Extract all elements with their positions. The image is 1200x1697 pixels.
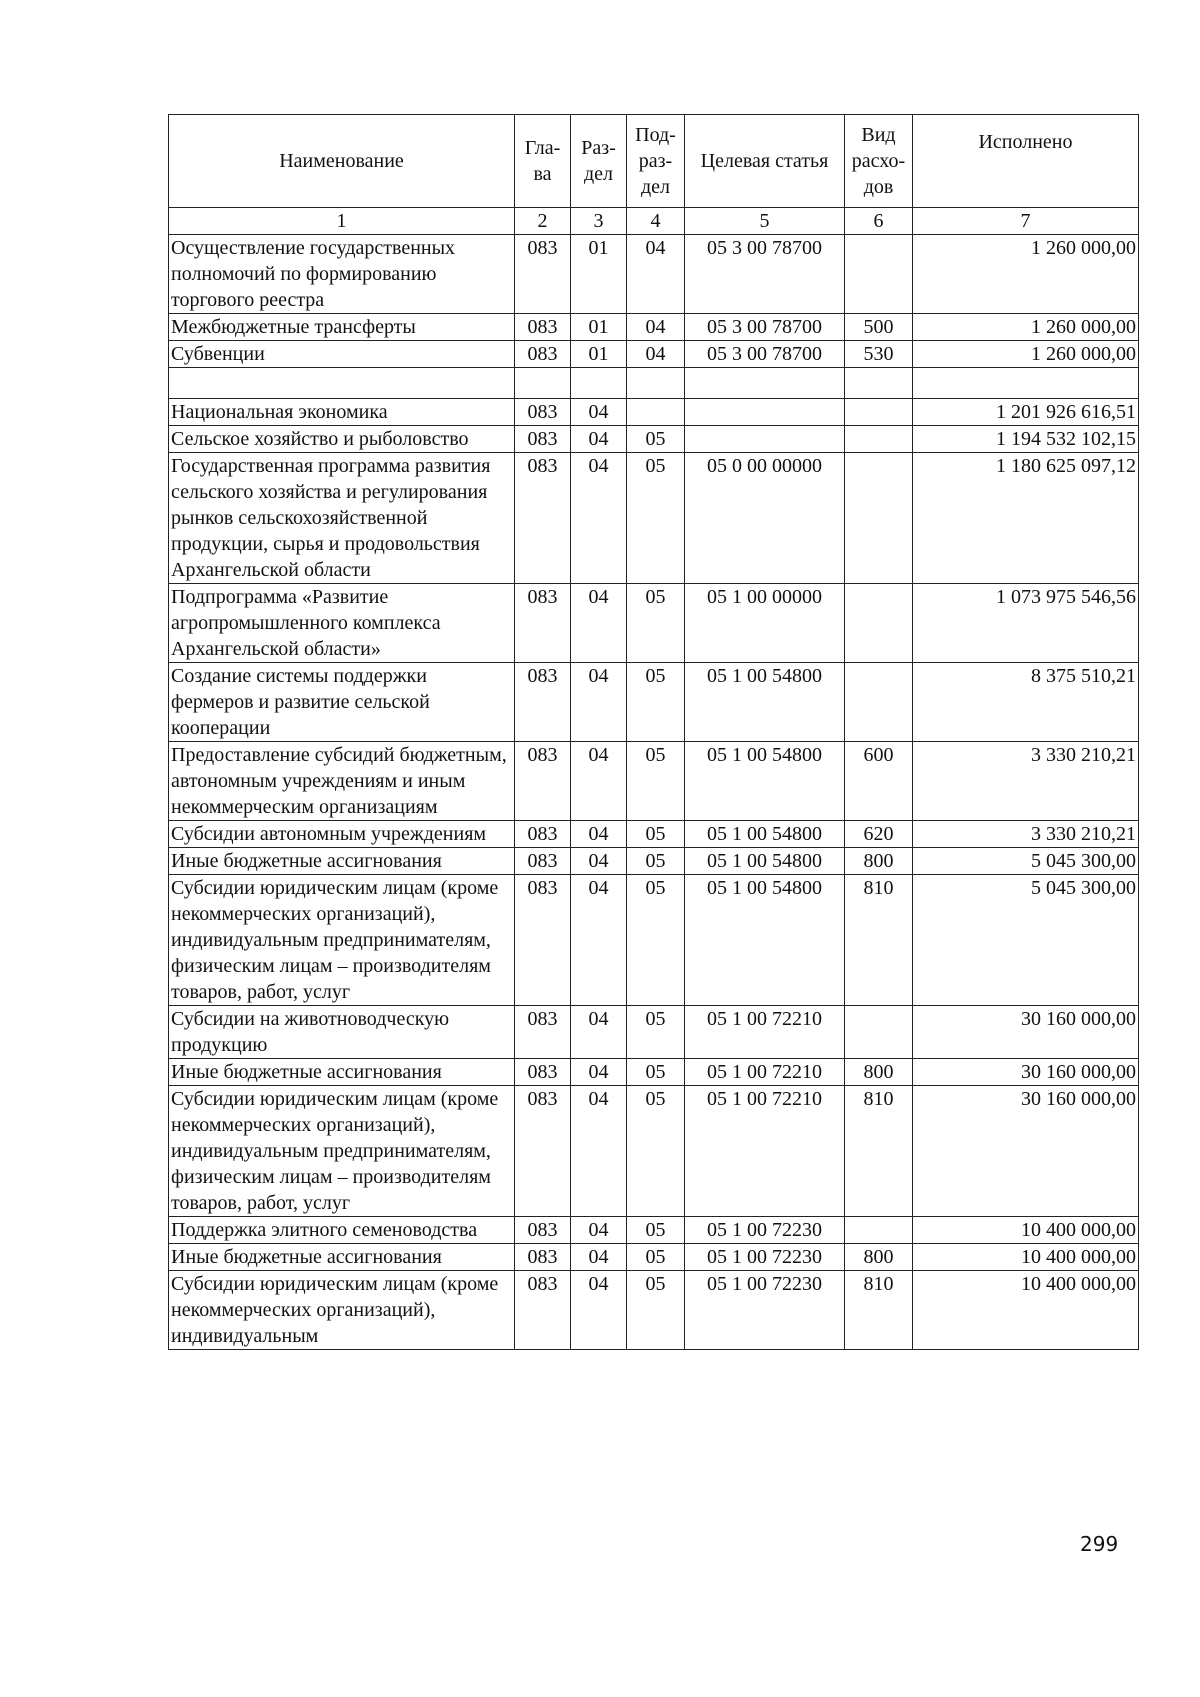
cell-ispolneno: 1 194 532 102,15 — [913, 426, 1139, 453]
table-row — [169, 875, 1139, 1006]
cell-statya — [685, 399, 845, 426]
table-row — [169, 1059, 1139, 1086]
cell-podrazdel: 05 — [627, 1271, 685, 1350]
cell-glava: 083 — [515, 1086, 571, 1217]
cell-podrazdel — [627, 368, 685, 399]
cell-vid — [845, 1006, 913, 1059]
cell-ispolneno: 1 180 625 097,12 — [913, 453, 1139, 584]
cell-vid: 810 — [845, 1086, 913, 1217]
cell-ispolneno: 1 260 000,00 — [913, 341, 1139, 368]
cell-razdel: 04 — [571, 1086, 627, 1217]
table-row — [169, 314, 1139, 341]
cell-podrazdel: 05 — [627, 1217, 685, 1244]
cell-razdel: 04 — [571, 584, 627, 663]
cell-statya: 05 3 00 78700 — [685, 235, 845, 314]
cell-podrazdel: 04 — [627, 341, 685, 368]
cell-vid: 810 — [845, 875, 913, 1006]
cell-podrazdel: 05 — [627, 1244, 685, 1271]
cell-ispolneno: 1 073 975 546,56 — [913, 584, 1139, 663]
column-number: 6 — [845, 208, 913, 235]
cell-vid: 810 — [845, 1271, 913, 1350]
cell-razdel: 01 — [571, 235, 627, 314]
table-row — [169, 453, 1139, 584]
table-row — [169, 821, 1139, 848]
header-name: Наименование — [169, 115, 515, 208]
cell-name: Предоставление субсидий бюджетным, автономным учреждениям и иным некоммерческим организациям — [169, 742, 515, 821]
cell-glava: 083 — [515, 1244, 571, 1271]
table-body — [169, 235, 1139, 1350]
cell-vid — [845, 426, 913, 453]
column-number: 7 — [913, 208, 1139, 235]
cell-glava: 083 — [515, 453, 571, 584]
cell-name: Иные бюджетные ассигнования — [169, 1244, 515, 1271]
cell-vid: 530 — [845, 341, 913, 368]
cell-statya: 05 1 00 54800 — [685, 663, 845, 742]
cell-vid — [845, 368, 913, 399]
header-vid: Вид расхо-дов — [845, 115, 913, 208]
column-number: 5 — [685, 208, 845, 235]
cell-glava: 083 — [515, 1006, 571, 1059]
cell-ispolneno: 10 400 000,00 — [913, 1271, 1139, 1350]
cell-statya — [685, 368, 845, 399]
column-number: 2 — [515, 208, 571, 235]
cell-glava: 083 — [515, 663, 571, 742]
cell-name: Осуществление государственных полномочий по формированию торгового реестра — [169, 235, 515, 314]
cell-vid: 500 — [845, 314, 913, 341]
table-row — [169, 848, 1139, 875]
cell-glava: 083 — [515, 875, 571, 1006]
cell-podrazdel: 05 — [627, 1086, 685, 1217]
cell-statya: 05 1 00 54800 — [685, 821, 845, 848]
column-number: 4 — [627, 208, 685, 235]
header-podrazdel: Под-раз-дел — [627, 115, 685, 208]
cell-vid — [845, 453, 913, 584]
cell-name: Субсидии юридическим лицам (кроме некоммерческих организаций), индивидуальным предпринимателям, физическим лицам – производителям товаров, работ, услуг — [169, 1086, 515, 1217]
cell-statya: 05 0 00 00000 — [685, 453, 845, 584]
cell-name — [169, 368, 515, 399]
cell-name: Государственная программа развития сельского хозяйства и регулирования рынков сельскохозяйственной продукции, сырья и продовольствия Архангельской области — [169, 453, 515, 584]
cell-razdel: 01 — [571, 314, 627, 341]
cell-razdel: 04 — [571, 1217, 627, 1244]
cell-name: Подпрограмма «Развитие агропромышленного комплекса Архангельской области» — [169, 584, 515, 663]
cell-name: Субсидии на животноводческую продукцию — [169, 1006, 515, 1059]
table-row — [169, 584, 1139, 663]
cell-podrazdel: 05 — [627, 584, 685, 663]
cell-name: Поддержка элитного семеноводства — [169, 1217, 515, 1244]
cell-statya: 05 3 00 78700 — [685, 341, 845, 368]
cell-statya — [685, 426, 845, 453]
cell-statya: 05 1 00 72230 — [685, 1244, 845, 1271]
cell-razdel: 04 — [571, 848, 627, 875]
cell-ispolneno: 10 400 000,00 — [913, 1244, 1139, 1271]
table-row — [169, 426, 1139, 453]
cell-ispolneno: 1 260 000,00 — [913, 235, 1139, 314]
cell-glava: 083 — [515, 848, 571, 875]
cell-razdel: 04 — [571, 399, 627, 426]
cell-ispolneno — [913, 368, 1139, 399]
cell-statya: 05 1 00 72230 — [685, 1271, 845, 1350]
cell-razdel: 04 — [571, 1271, 627, 1350]
cell-podrazdel: 05 — [627, 821, 685, 848]
table-row — [169, 1244, 1139, 1271]
cell-razdel: 04 — [571, 875, 627, 1006]
cell-ispolneno: 3 330 210,21 — [913, 742, 1139, 821]
cell-ispolneno: 10 400 000,00 — [913, 1217, 1139, 1244]
header-statya: Целевая статья — [685, 115, 845, 208]
cell-ispolneno: 5 045 300,00 — [913, 848, 1139, 875]
header-row — [169, 115, 1139, 208]
cell-ispolneno: 3 330 210,21 — [913, 821, 1139, 848]
table-row — [169, 1217, 1139, 1244]
column-number: 3 — [571, 208, 627, 235]
table-row — [169, 341, 1139, 368]
cell-vid: 620 — [845, 821, 913, 848]
cell-podrazdel: 05 — [627, 663, 685, 742]
table-row — [169, 742, 1139, 821]
cell-podrazdel: 05 — [627, 742, 685, 821]
cell-glava: 083 — [515, 314, 571, 341]
cell-razdel: 04 — [571, 1244, 627, 1271]
cell-name: Национальная экономика — [169, 399, 515, 426]
cell-statya: 05 1 00 54800 — [685, 875, 845, 1006]
cell-glava — [515, 368, 571, 399]
cell-razdel — [571, 368, 627, 399]
column-number-row — [169, 208, 1139, 235]
cell-name: Субсидии автономным учреждениям — [169, 821, 515, 848]
cell-podrazdel: 05 — [627, 1006, 685, 1059]
cell-name: Иные бюджетные ассигнования — [169, 1059, 515, 1086]
column-number: 1 — [169, 208, 515, 235]
cell-razdel: 04 — [571, 453, 627, 584]
cell-glava: 083 — [515, 235, 571, 314]
table-row — [169, 1086, 1139, 1217]
cell-glava: 083 — [515, 1271, 571, 1350]
cell-name: Субсидии юридическим лицам (кроме некоммерческих организаций), индивидуальным предпринимателям, физическим лицам – производителям товаров, работ, услуг — [169, 875, 515, 1006]
cell-podrazdel: 05 — [627, 848, 685, 875]
cell-razdel: 01 — [571, 341, 627, 368]
cell-vid — [845, 235, 913, 314]
cell-statya: 05 1 00 72210 — [685, 1059, 845, 1086]
header-ispolneno: Исполнено — [913, 115, 1139, 208]
cell-ispolneno: 5 045 300,00 — [913, 875, 1139, 1006]
cell-podrazdel: 05 — [627, 426, 685, 453]
cell-statya: 05 1 00 54800 — [685, 848, 845, 875]
cell-ispolneno: 30 160 000,00 — [913, 1006, 1139, 1059]
cell-statya: 05 3 00 78700 — [685, 314, 845, 341]
cell-razdel: 04 — [571, 663, 627, 742]
cell-glava: 083 — [515, 426, 571, 453]
cell-podrazdel: 04 — [627, 314, 685, 341]
page-number: 299 — [1080, 1532, 1119, 1556]
cell-glava: 083 — [515, 399, 571, 426]
cell-glava: 083 — [515, 584, 571, 663]
cell-podrazdel — [627, 399, 685, 426]
cell-name: Создание системы поддержки фермеров и развитие сельской кооперации — [169, 663, 515, 742]
cell-name: Сельское хозяйство и рыболовство — [169, 426, 515, 453]
cell-podrazdel: 05 — [627, 1059, 685, 1086]
cell-razdel: 04 — [571, 1059, 627, 1086]
table-row — [169, 1271, 1139, 1350]
cell-ispolneno: 30 160 000,00 — [913, 1086, 1139, 1217]
cell-statya: 05 1 00 72210 — [685, 1006, 845, 1059]
cell-razdel: 04 — [571, 1006, 627, 1059]
cell-glava: 083 — [515, 1059, 571, 1086]
cell-ispolneno: 1 201 926 616,51 — [913, 399, 1139, 426]
header-glava: Гла-ва — [515, 115, 571, 208]
cell-podrazdel: 05 — [627, 875, 685, 1006]
cell-vid: 600 — [845, 742, 913, 821]
cell-vid — [845, 399, 913, 426]
cell-vid — [845, 584, 913, 663]
budget-table — [168, 114, 1139, 1350]
cell-statya: 05 1 00 72210 — [685, 1086, 845, 1217]
cell-vid: 800 — [845, 1059, 913, 1086]
cell-glava: 083 — [515, 742, 571, 821]
cell-podrazdel: 05 — [627, 453, 685, 584]
cell-name: Иные бюджетные ассигнования — [169, 848, 515, 875]
cell-ispolneno: 30 160 000,00 — [913, 1059, 1139, 1086]
cell-razdel: 04 — [571, 821, 627, 848]
cell-statya: 05 1 00 72230 — [685, 1217, 845, 1244]
cell-razdel: 04 — [571, 742, 627, 821]
cell-ispolneno: 8 375 510,21 — [913, 663, 1139, 742]
cell-vid — [845, 663, 913, 742]
table-row — [169, 663, 1139, 742]
cell-ispolneno: 1 260 000,00 — [913, 314, 1139, 341]
cell-razdel: 04 — [571, 426, 627, 453]
cell-statya: 05 1 00 00000 — [685, 584, 845, 663]
cell-vid: 800 — [845, 848, 913, 875]
cell-glava: 083 — [515, 1217, 571, 1244]
cell-name: Субвенции — [169, 341, 515, 368]
table-row — [169, 368, 1139, 399]
cell-name: Межбюджетные трансферты — [169, 314, 515, 341]
cell-glava: 083 — [515, 821, 571, 848]
header-razdel: Раз-дел — [571, 115, 627, 208]
table-row — [169, 399, 1139, 426]
cell-vid — [845, 1217, 913, 1244]
cell-podrazdel: 04 — [627, 235, 685, 314]
cell-vid: 800 — [845, 1244, 913, 1271]
cell-glava: 083 — [515, 341, 571, 368]
cell-name: Субсидии юридическим лицам (кроме некоммерческих организаций), индивидуальным — [169, 1271, 515, 1350]
table-row — [169, 235, 1139, 314]
table-row — [169, 1006, 1139, 1059]
cell-statya: 05 1 00 54800 — [685, 742, 845, 821]
